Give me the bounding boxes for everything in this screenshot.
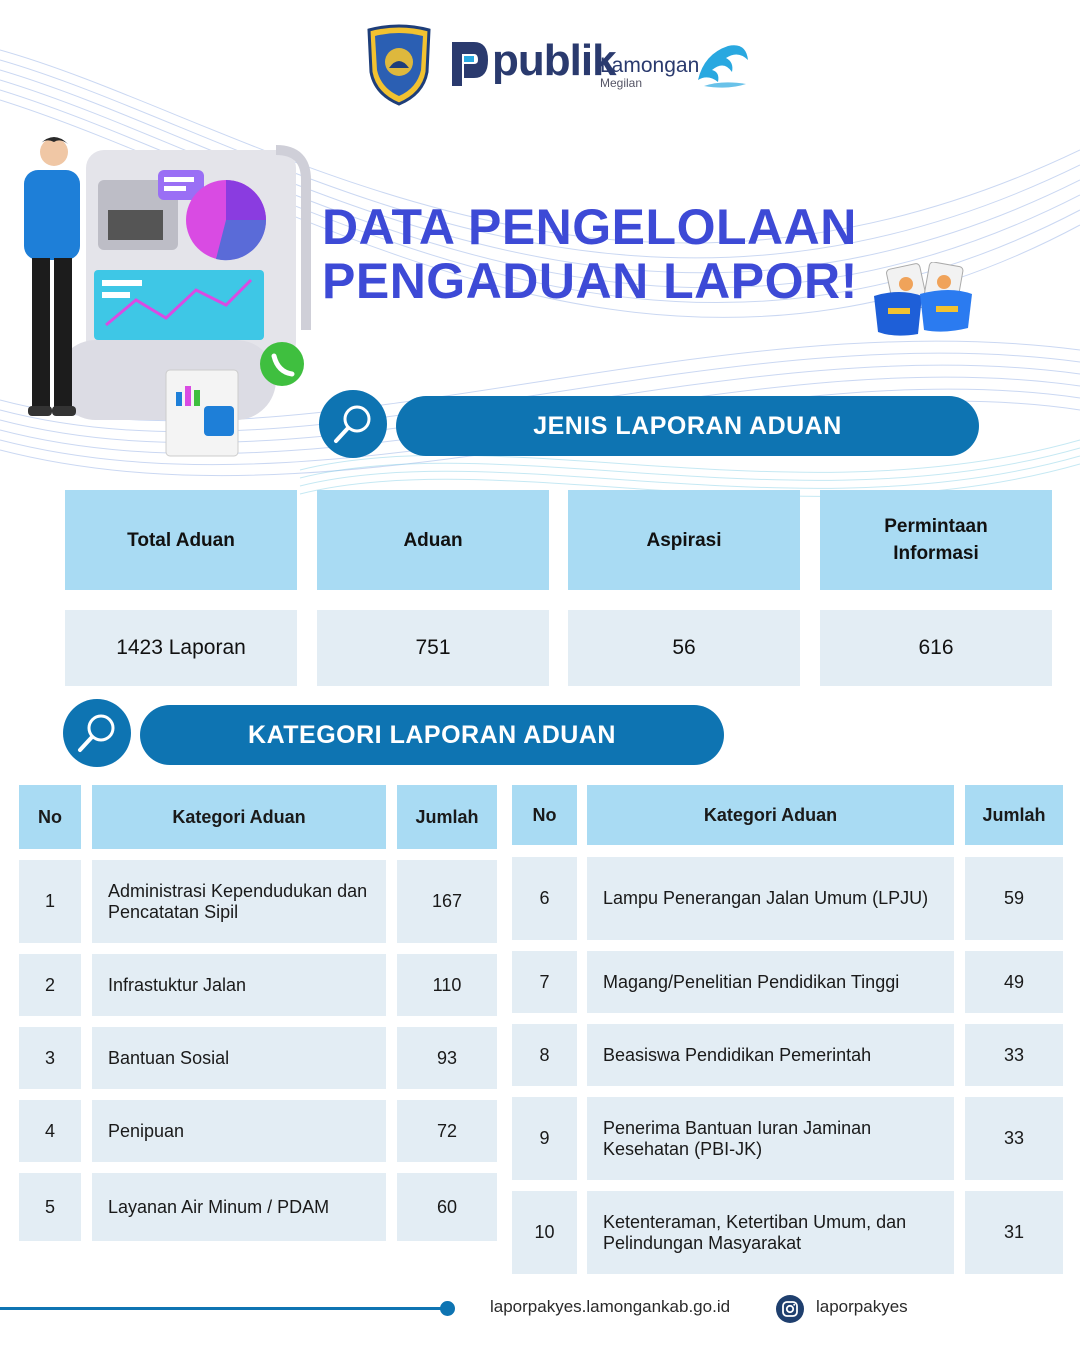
summary-label-permintaan: Permintaan Informasi — [820, 490, 1052, 590]
row-kategori: Penipuan — [92, 1100, 386, 1162]
publik-mark-icon — [450, 38, 490, 88]
instagram-icon — [776, 1295, 804, 1323]
summary-value-aspirasi: 56 — [568, 610, 800, 686]
summary-label-aduan: Aduan — [317, 490, 549, 590]
row-kategori: Administrasi Kependudukan dan Pencatatan Sipil — [92, 860, 386, 943]
row-no: 7 — [512, 951, 577, 1013]
col-header-kategori: Kategori Aduan — [587, 785, 954, 845]
row-no: 5 — [19, 1173, 81, 1241]
row-jumlah: 93 — [397, 1027, 497, 1089]
lamongan-megilan-logo — [600, 54, 699, 90]
row-kategori: Bantuan Sosial — [92, 1027, 386, 1089]
report-illustration — [16, 130, 316, 470]
row-kategori: Beasiswa Pendidikan Pemerintah — [587, 1024, 954, 1086]
summary-label-aspirasi: Aspirasi — [568, 490, 800, 590]
row-no: 8 — [512, 1024, 577, 1086]
row-jumlah: 31 — [965, 1191, 1063, 1274]
section-kategori-header: KATEGORI LAPORAN ADUAN — [140, 705, 724, 765]
row-no: 9 — [512, 1097, 577, 1180]
magnifier-icon — [75, 711, 119, 755]
title-line-2: PENGADUAN LAPOR! — [322, 253, 858, 309]
wave-logo-icon — [694, 40, 750, 92]
row-no: 6 — [512, 857, 577, 940]
row-no: 3 — [19, 1027, 81, 1089]
lamongan-wordmark: Lamongan — [600, 54, 700, 77]
row-jumlah: 110 — [397, 954, 497, 1016]
row-kategori: Layanan Air Minum / PDAM — [92, 1173, 386, 1241]
row-jumlah: 59 — [965, 857, 1063, 940]
publik-wordmark: publik — [492, 36, 616, 85]
footer-divider — [0, 1307, 446, 1310]
magnifier-icon — [331, 402, 375, 446]
row-jumlah: 60 — [397, 1173, 497, 1241]
row-kategori: Lampu Penerangan Jalan Umum (LPJU) — [587, 857, 954, 940]
row-kategori: Magang/Penelitian Pendidikan Tinggi — [587, 951, 954, 1013]
lamongan-shield-icon — [365, 24, 433, 106]
summary-value-aduan: 751 — [317, 610, 549, 686]
row-no: 1 — [19, 860, 81, 943]
publik-logo — [450, 36, 616, 92]
search-badge — [319, 390, 387, 458]
row-jumlah: 49 — [965, 951, 1063, 1013]
row-no: 2 — [19, 954, 81, 1016]
footer-instagram-link[interactable]: laporpakyes — [816, 1297, 908, 1316]
row-jumlah: 72 — [397, 1100, 497, 1162]
id-cards-icon — [870, 262, 976, 338]
col-header-jumlah: Jumlah — [397, 785, 497, 849]
page-title — [322, 200, 858, 308]
footer-website-link[interactable]: laporpakyes.lamongankab.go.id — [490, 1297, 731, 1316]
megilan-wordmark: Megilan — [600, 76, 643, 90]
footer-divider-dot — [440, 1301, 455, 1316]
title-line-1: DATA PENGELOLAAN — [322, 199, 857, 255]
summary-label-total: Total Aduan — [65, 490, 297, 590]
col-header-kategori: Kategori Aduan — [92, 785, 386, 849]
row-jumlah: 33 — [965, 1097, 1063, 1180]
summary-value-total: 1423 Laporan — [65, 610, 297, 686]
col-header-no: No — [512, 785, 577, 845]
section-jenis-header: JENIS LAPORAN ADUAN — [396, 396, 979, 456]
col-header-jumlah: Jumlah — [965, 785, 1063, 845]
row-jumlah: 167 — [397, 860, 497, 943]
row-kategori: Ketenteraman, Ketertiban Umum, dan Pelindungan Masyarakat — [587, 1191, 954, 1274]
col-header-no: No — [19, 785, 81, 849]
summary-value-permintaan: 616 — [820, 610, 1052, 686]
row-kategori: Penerima Bantuan Iuran Jaminan Kesehatan (PBI-JK) — [587, 1097, 954, 1180]
search-badge — [63, 699, 131, 767]
row-jumlah: 33 — [965, 1024, 1063, 1086]
row-no: 10 — [512, 1191, 577, 1274]
row-no: 4 — [19, 1100, 81, 1162]
row-kategori: Infrastuktur Jalan — [92, 954, 386, 1016]
